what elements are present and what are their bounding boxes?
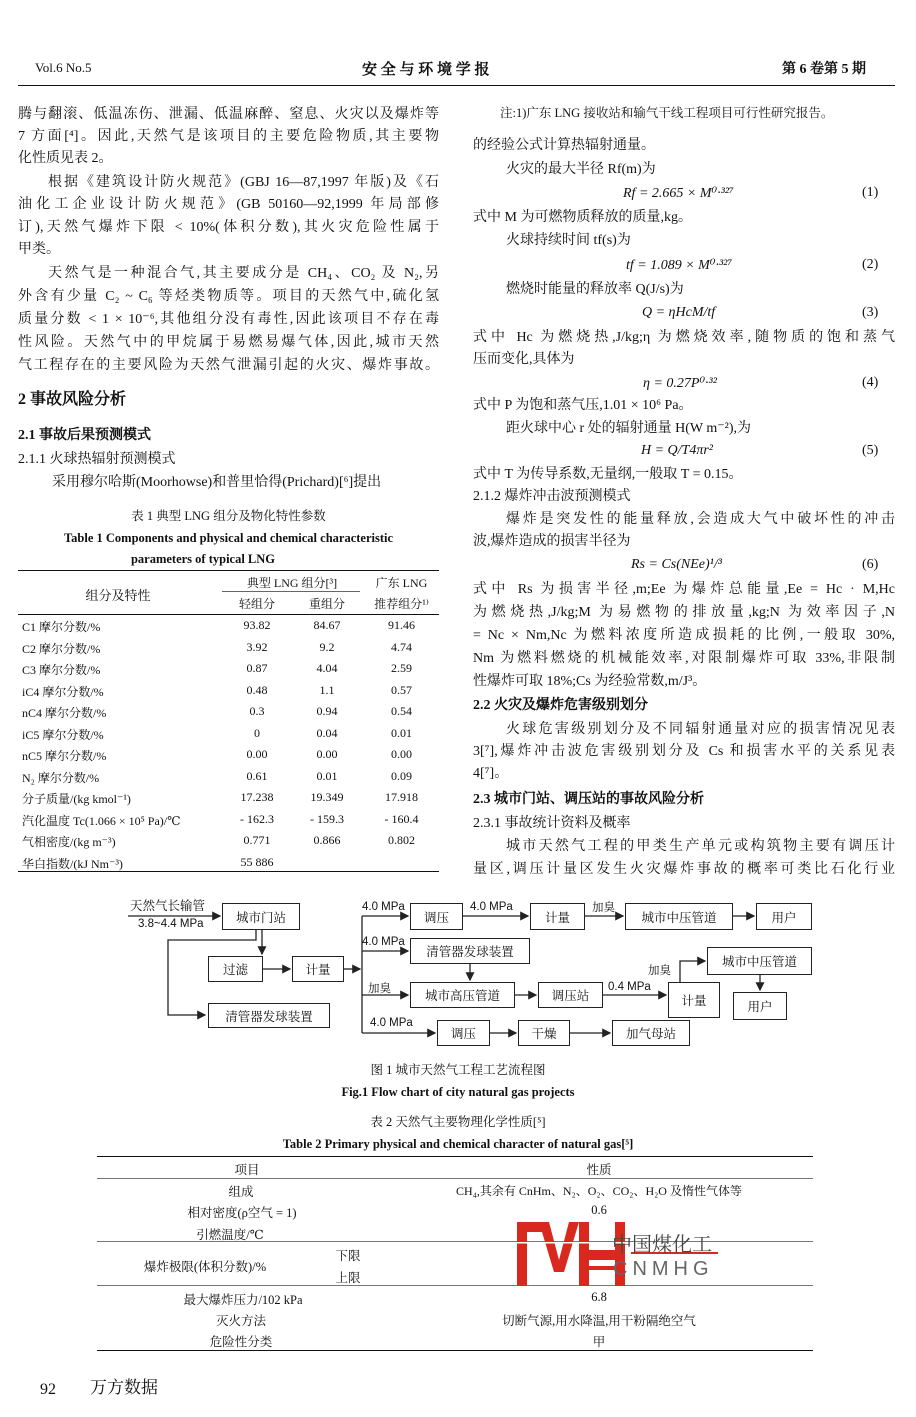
flow-box: 计量 [530,903,585,930]
flow-box: 计量 [668,982,720,1018]
row-label: 相对密度(ρ空气 = 1) [187,1206,297,1220]
row-label: iC5 摩尔分数/% [22,727,104,742]
cell: 0.3 [249,704,265,718]
equation-number: (4) [862,375,879,390]
body-text: 燃烧时能量的释放率 Q(J/s)为 [506,282,684,297]
table-rule [97,1178,813,1179]
issue-number: 第 6 卷第 5 期 [782,62,866,77]
body-text: 性爆炸可取 18%;Cs 为经验常数,m/J³。 [473,674,707,689]
cnmhg-watermark-logo [517,1222,722,1286]
equation: Rs = Cs(NEe)¹/³ [631,557,722,572]
cell: 0.802 [388,833,415,847]
subsection-heading: 2.2 火灾及爆炸危害级别划分 [473,698,648,713]
flow-label: 加臭 [648,965,671,977]
body-text: 火球持续时间 tf(s)为 [506,233,631,248]
cell: 17.238 [240,790,274,804]
cell: 1.1 [319,682,335,697]
column-header: 轻组分 [238,597,275,611]
flow-box: 用户 [733,992,787,1020]
body-text: 爆炸是突发性的能量释放,会造成大气中破坏性的冲击 [506,512,895,527]
body-text: 性风险。天然气中的甲烷属于易燃易爆气体,因此,城市天然 [18,335,439,350]
row-label: C2 摩尔分数/% [22,641,101,656]
volume-number: Vol.6 No.5 [35,60,92,75]
cell: 0.94 [316,704,338,718]
cell: 0.01 [391,725,412,740]
row-label: 引燃温度/℃ [196,1228,264,1242]
cell: 2.59 [391,661,412,675]
journal-title: 安 全 与 环 境 学 报 [362,62,490,78]
flow-box: 过滤 [208,956,263,982]
subsubsection-heading: 2.1.1 火球热辐射预测模式 [18,452,176,467]
row-sublabel: 上限 [335,1271,361,1285]
body-text: 质量分数 < 1 × 10⁻⁶,其他组分没有毒性,因此该项目不存在毒 [18,312,439,327]
cell: 0.00 [316,747,338,761]
subsubsection-heading: 2.3.1 事故统计资料及概率 [473,816,631,831]
equation: tf = 1.089 × M⁰·³²⁷ [626,258,733,273]
cell: 0.61 [246,768,268,783]
cell: 19.349 [310,790,344,804]
body-text: 采用穆尔哈斯(Moorhowse)和普里恰得(Prichard)[⁶]提出 [52,475,382,490]
figure-caption-cn: 图 1 城市天然气工程工艺流程图 [370,1063,546,1077]
cell: 4.04 [316,661,338,675]
subsection-heading: 2.3 城市门站、调压站的事故风险分析 [473,792,704,807]
cell: - 159.3 [310,811,344,826]
watermark-text-cn: 中国煤化工 [612,1232,712,1256]
cell: 甲 [592,1335,606,1349]
column-header: 组分及特性 [85,588,151,603]
row-label: 最大爆炸压力/102 kPa [183,1293,303,1307]
flow-box: 城市中压管道 [707,947,812,975]
column-header: 项目 [234,1163,260,1177]
table-caption-en: parameters of typical LNG [130,552,276,566]
table-caption-cn: 表 1 典型 LNG 组分及物化特性参数 [131,509,326,523]
cell: 0.6 [591,1203,607,1217]
body-text: 城市天然气工程的甲类生产单元或构筑物主要有调压计 [506,839,895,854]
cell: 0 [254,725,260,740]
column-header: 重组分 [308,597,345,611]
subsubsection-heading: 2.1.2 爆炸冲击波预测模式 [473,489,631,504]
flow-label: 4.0 MPa [362,936,405,948]
body-text: 火灾的最大半径 Rf(m)为 [506,162,656,177]
row-label: 灭火方法 [215,1314,267,1328]
body-text: 的经验公式计算热辐射通量。 [473,138,655,153]
body-text: 油化工企业设计防火规范》(GB 50160—92,1999 年局部修 [18,197,439,212]
equation-number: (1) [862,185,879,200]
flow-box: 清管器发球装置 [208,1003,330,1028]
row-label: 组成 [228,1185,254,1199]
row-label: 汽化温度 Tc(1.066 × 10⁵ Pa)/℃ [22,813,181,828]
flow-box: 城市高压管道 [410,982,515,1008]
flow-box: 干燥 [518,1020,570,1046]
column-header: 推荐组分¹⁾ [374,597,429,611]
table-rule [97,1156,813,1157]
equation-number: (5) [862,443,879,458]
equation: H = Q/T4πr² [641,443,714,458]
cell: 84.67 [313,618,341,632]
row-label: 气相密度/(kg m⁻³) [22,835,116,849]
body-text: 3[⁷],爆炸冲击波危害级别划分及 Cs 和损害水平的关系见表 [473,744,895,759]
body-text: 化性质见表 2。 [18,151,113,166]
row-label: 分子质量/(kg kmol⁻¹) [22,792,131,806]
equation: Rf = 2.665 × M⁰·³²⁷ [623,186,734,201]
body-text: 腾与翻滚、低温冻伤、泄漏、低温麻醉、窒息、火灾以及爆炸等 [18,107,439,122]
watermark-text-en: CNMHG [613,1258,714,1280]
flow-box: 计量 [292,956,344,982]
flow-box: 城市中压管道 [625,903,733,930]
cell: 0.54 [391,704,412,718]
cell: 55 886 [240,854,274,869]
body-text: 订),天然气爆炸下限 < 10%(体积分数),其火灾危险性属于 [18,220,439,235]
table-rule [97,1350,813,1351]
body-text: 波,爆炸造成的损害半径为 [473,534,631,549]
body-text: 天然气是一种混合气,其主要成分是 CH₄、CO₂ 及 N₂,另 [48,266,439,281]
cell: 0.48 [246,682,268,697]
flow-label: 0.4 MPa [608,981,651,993]
cell: - 162.3 [240,811,274,826]
subsection-heading: 2.1 事故后果预测模式 [18,428,151,443]
cell: 0.866 [313,833,341,847]
body-text: 式中 M 为可燃物质释放的质量,kg。 [473,210,692,225]
cell: 0.771 [243,833,271,847]
body-text: Nm 为燃料燃烧的机械能效率,对限制爆炸可取 33%,非限制 [473,651,895,666]
body-text: 甲类。 [18,242,60,257]
equation: η = 0.27P⁰·³² [643,376,717,391]
cell: 91.46 [388,618,415,632]
flow-label: 4.0 MPa [470,901,513,913]
cell: 17.918 [385,790,418,804]
cell: 0.01 [316,768,338,783]
equation-number: (3) [862,305,879,320]
flow-label: 4.0 MPa [370,1017,413,1029]
body-text: 距火球中心 r 处的辐射通量 H(W m⁻²),为 [506,421,752,436]
body-text: 4[⁷]。 [473,766,509,781]
equation-number: (6) [862,557,879,572]
figure-caption-en: Fig.1 Flow chart of city natural gas projects [341,1085,575,1099]
column-header: 性质 [586,1163,612,1177]
body-text: 式中 T 为传导系数,无量纲,一般取 T = 0.15。 [473,467,743,482]
flow-box: 用户 [756,903,812,930]
row-label: iC4 摩尔分数/% [22,684,104,699]
body-text: 气工程存在的主要风险为天然气泄漏引起的火灾、爆炸事故。 [18,358,439,373]
cell: 0.00 [246,747,268,761]
table-caption-cn: 表 2 天然气主要物理化学性质[⁵] [370,1115,546,1129]
body-text: 外含有少量 C₂ ~ C₆ 等烃类物质等。项目的天然气中,硫化氢 [18,289,439,304]
cell: 93.82 [243,618,271,632]
cell: 4.74 [391,639,412,654]
row-label: nC5 摩尔分数/% [22,749,107,763]
body-text: 式中 Hc 为燃烧热,J/kg;η 为燃烧效率,随物质的饱和蒸气 [473,330,895,345]
body-text: 式中 P 为饱和蒸气压,1.01 × 10⁶ Pa。 [473,398,693,413]
body-text: 7 方面[⁴]。因此,天然气是该项目的主要危险物质,其主要物 [18,129,439,144]
column-header: 典型 LNG 组分[³] [246,576,338,590]
flow-label: 3.8~4.4 MPa [138,918,204,930]
cell: 0.57 [391,682,412,697]
cell: - 160.4 [384,811,419,826]
source-label: 万方数据 [90,1378,158,1398]
flow-label: 4.0 MPa [362,901,405,913]
row-label: 华白指数/(kJ Nm⁻³) [22,856,123,871]
body-text: = Nc × Nm,Nc 为燃料浓度所造成损耗的比例,一般取 30%, [473,628,895,643]
row-sublabel: 下限 [335,1249,361,1263]
body-text: 为燃烧热,J/kg;M 为易燃物的排放量,kg;N 为效率因子,N [473,605,895,620]
body-text: 式中 Rs 为损害半径,m;Ee 为爆炸总能量,Ee = Hc · M,Hc [473,582,895,597]
flow-box: 加气母站 [612,1020,690,1046]
flow-label: 天然气长输管 [130,899,206,913]
cell: 0.87 [246,661,268,675]
body-text: 根据《建筑设计防火规范》(GBJ 16—87,1997 年版)及《石 [48,175,439,190]
cell: 6.8 [591,1290,607,1304]
row-label: 爆炸极限(体积分数)/% [143,1260,267,1274]
cell: 切断气源,用水降温,用干粉隔绝空气 [502,1314,696,1328]
row-label: nC4 摩尔分数/% [22,706,107,720]
flow-box: 清管器发球装置 [410,938,530,964]
flow-label: 加臭 [592,902,615,914]
table-footnote: 注:1)广东 LNG 接收站和输气干线工程项目可行性研究报告。 [500,106,834,120]
row-label: N₂ 摩尔分数/% [22,770,100,785]
cell: CH₄,其余有 CnHm、N₂、O₂、CO₂、H₂O 及惰性气体等 [456,1184,742,1198]
flow-box: 调压站 [538,982,603,1008]
body-text: 压而变化,具体为 [473,352,575,367]
flow-box: 调压 [410,903,463,930]
equation-number: (2) [862,257,879,272]
table-caption-en: Table 1 Components and physical and chemical characteristic [63,531,394,545]
table-caption-en: Table 2 Primary physical and chemical character of natural gas[⁵] [282,1137,634,1151]
cell: 3.92 [246,639,268,654]
body-text: 火球危害级别划分及不同辐射通量对应的损害情况见表 [506,722,895,737]
flow-box: 调压 [437,1020,490,1046]
row-label: C3 摩尔分数/% [22,663,101,677]
column-header: 广东 LNG [375,576,428,590]
section-heading: 2 事故风险分析 [18,391,127,408]
row-label: 危险性分类 [209,1335,273,1349]
body-text: 量区,调压计量区发生火灾爆炸事故的概率可类比石化行业 [473,862,895,877]
flow-box: 城市门站 [222,903,300,930]
equation: Q = ηHcM/tf [642,305,716,320]
cell: 9.2 [319,639,335,654]
cell: 0.00 [391,747,412,761]
page-number: 92 [40,1381,56,1398]
flow-label: 加臭 [368,983,391,995]
cell: 0.09 [391,768,412,783]
row-label: C1 摩尔分数/% [22,620,101,634]
cell: 0.04 [316,725,338,740]
